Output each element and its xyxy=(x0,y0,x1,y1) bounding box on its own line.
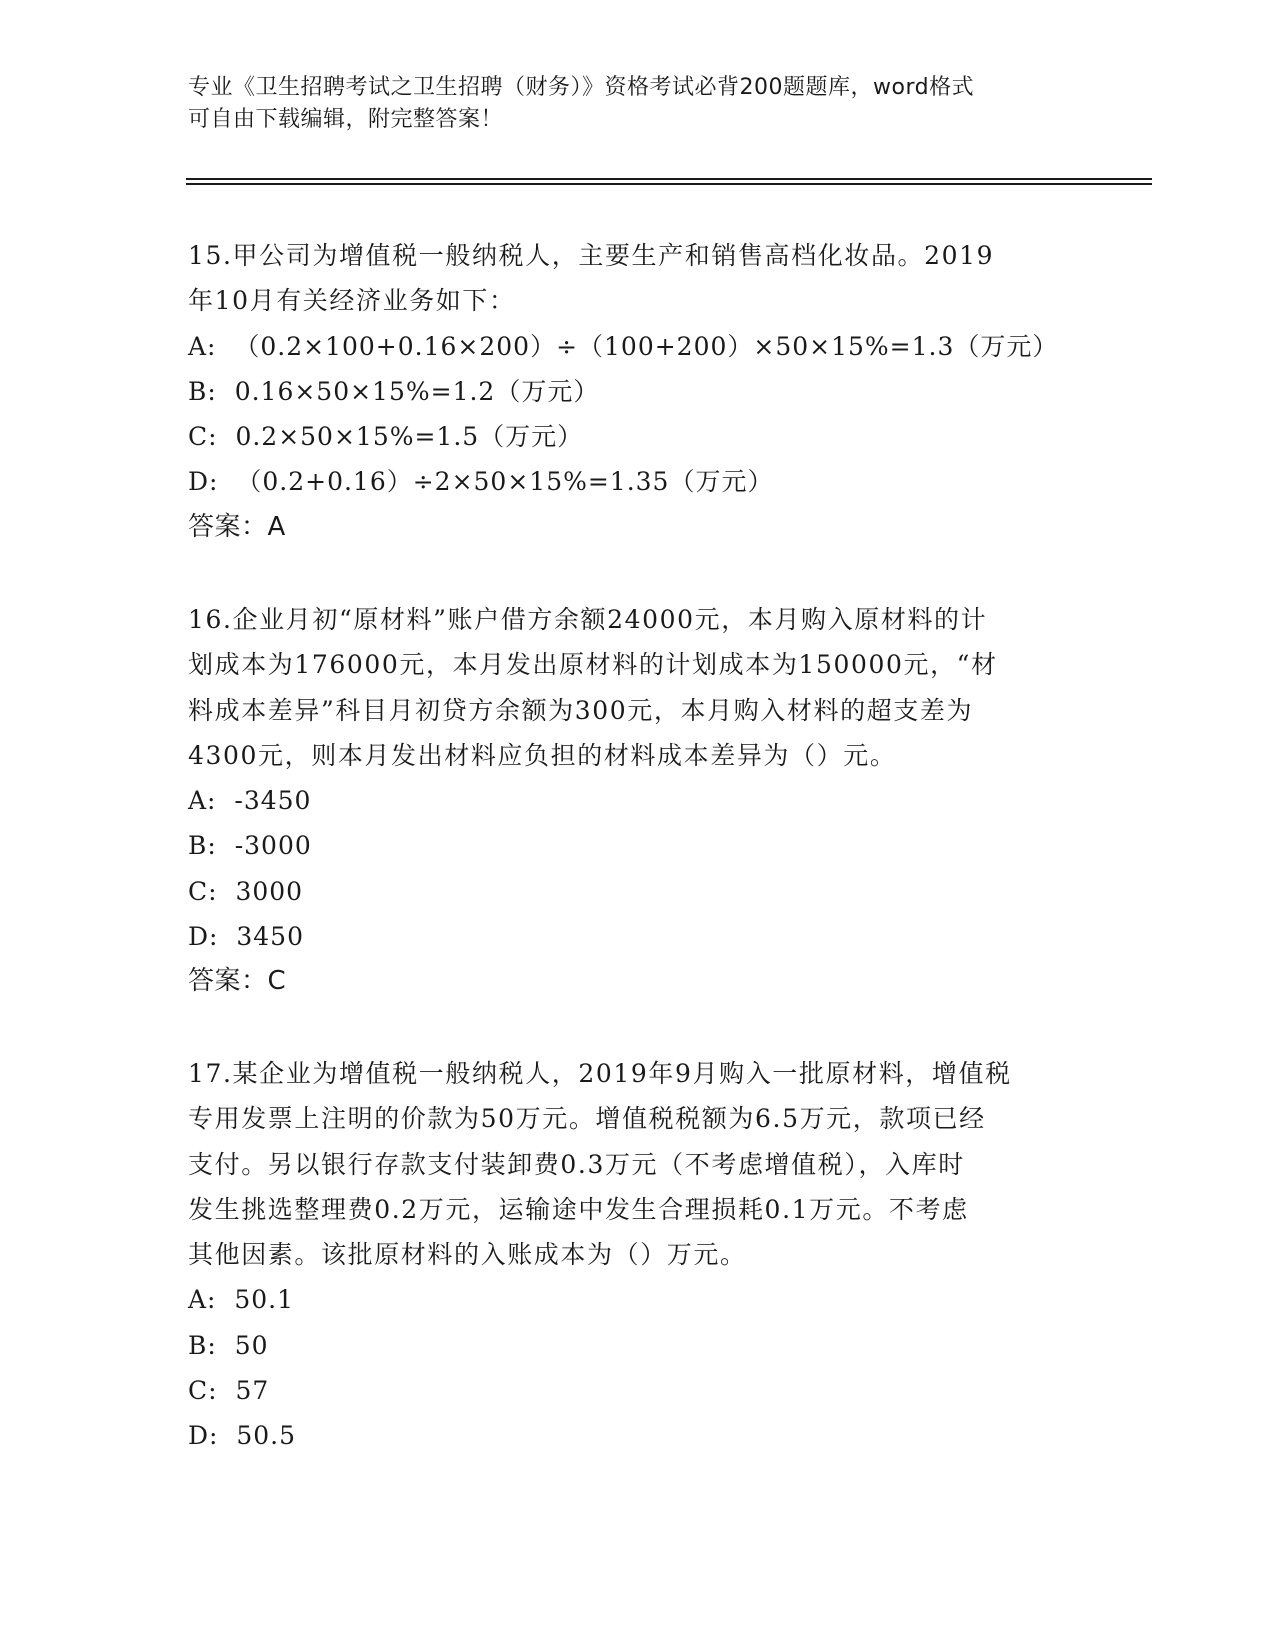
question-stem-line: 年10月有关经济业务如下： xyxy=(188,286,516,316)
option-c: C: 57 xyxy=(188,1376,270,1406)
option-a: A: -3450 xyxy=(188,786,312,816)
option-b: B: 50 xyxy=(188,1330,269,1360)
question-stem-line: 发生挑选整理费0.2万元，运输途中发生合理损耗0.1万元。不考虑 xyxy=(188,1194,969,1224)
question-16 xyxy=(188,597,1088,1005)
answer-line: 答案：A xyxy=(188,511,286,542)
question-stem-line: 15.甲公司为增值税一般纳税人，主要生产和销售高档化妆品。2019 xyxy=(188,241,995,270)
question-stem-line: 划成本为176000元，本月发出原材料的计划成本为150000元，“材 xyxy=(188,650,998,680)
option-d: D: 3450 xyxy=(188,922,304,952)
option-d: D: 50.5 xyxy=(188,1421,297,1451)
question-stem-line: 专用发票上注明的价款为50万元。增值税税额为6.5万元，款项已经 xyxy=(188,1104,986,1134)
question-stem-line: 支付。另以银行存款支付装卸费0.3万元（不考虑增值税），入库时 xyxy=(188,1149,965,1179)
document-header xyxy=(188,72,1068,136)
option-c: C: 0.2×50×15%=1.5（万元） xyxy=(188,422,584,452)
option-b: B: 0.16×50×15%=1.2（万元） xyxy=(188,376,600,406)
header-line-1: 专业《卫生招聘考试之卫生招聘（财务）》资格考试必背200题题库，word格式 xyxy=(188,75,975,100)
header-divider-bottom xyxy=(186,183,1152,185)
question-stem-line: 其他因素。该批原材料的入账成本为（）万元。 xyxy=(188,1240,747,1270)
option-b: B: -3000 xyxy=(188,831,312,861)
option-c: C: 3000 xyxy=(188,876,304,906)
option-a: A: 50.1 xyxy=(188,1285,295,1315)
question-stem-line: 料成本差异”科目月初贷方余额为300元，本月购入材料的超支差为 xyxy=(188,695,974,725)
header-divider-top xyxy=(186,178,1152,180)
question-stem-line: 4300元，则本月发出材料应负担的材料成本差异为（）元。 xyxy=(188,740,897,770)
question-stem-line: 17.某企业为增值税一般纳税人，2019年9月购入一批原材料，增值税 xyxy=(188,1059,1012,1088)
question-15 xyxy=(188,233,1088,550)
answer-line: 答案：C xyxy=(188,966,287,997)
header-line-2: 可自由下载编辑，附完整答案！ xyxy=(188,107,504,132)
question-17 xyxy=(188,1051,1088,1459)
question-stem-line: 16.企业月初“原材料”账户借方余额24000元，本月购入原材料的计 xyxy=(188,605,988,634)
option-d: D: （0.2+0.16）÷2×50×15%=1.35（万元） xyxy=(188,467,774,497)
option-a: A: （0.2×100+0.16×200）÷（100+200）×50×15%=1.3（万元） xyxy=(188,331,1059,361)
